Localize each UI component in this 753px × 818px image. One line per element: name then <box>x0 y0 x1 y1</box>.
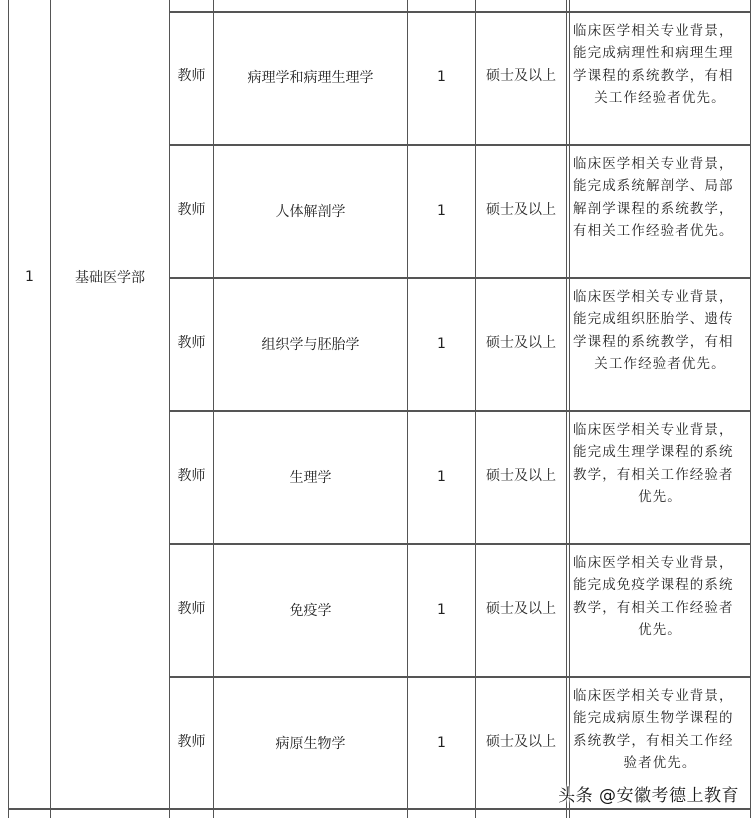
count-cell: 1 <box>437 602 446 618</box>
requirement-line: 能完成组织胚胎学、遗传 <box>573 311 734 328</box>
subject-cell: 病原生物学 <box>275 736 346 752</box>
subject-cell: 人体解剖学 <box>275 204 346 220</box>
grid-line <box>8 808 751 810</box>
count-cell: 1 <box>437 469 446 485</box>
requirement-cell <box>573 153 747 243</box>
requirement-line: 有相关工作经验者优先。 <box>573 223 734 240</box>
education-cell: 硕士及以上 <box>486 601 556 617</box>
grid-line <box>169 277 751 279</box>
subject-cell: 生理学 <box>289 470 332 486</box>
count-cell: 1 <box>437 203 446 219</box>
subject-cell: 病理学和病理生理学 <box>247 70 374 86</box>
grid-line <box>407 0 408 818</box>
count-cell: 1 <box>437 735 446 751</box>
grid-line <box>169 410 751 412</box>
education-cell: 硕士及以上 <box>486 335 556 351</box>
education-cell: 硕士及以上 <box>486 202 556 218</box>
requirement-line: 能完成生理学课程的系统 <box>573 444 734 461</box>
requirement-line: 临床医学相关专业背景， <box>573 688 734 704</box>
position-cell: 教师 <box>177 202 206 218</box>
department-name: 基础医学部 <box>75 270 145 286</box>
grid-line <box>169 676 751 678</box>
position-cell: 教师 <box>177 68 206 84</box>
requirement-line: 能完成免疫学课程的系统 <box>573 577 734 594</box>
requirement-line: 能完成病原生物学课程的 <box>573 710 734 727</box>
requirement-line: 学课程的系统教学，有相 <box>573 333 734 350</box>
grid-line <box>566 0 567 818</box>
requirement-line: 解剖学课程的系统教学， <box>573 200 734 217</box>
requirement-line: 关工作经验者优先。 <box>594 90 726 107</box>
requirement-line: 能完成病理性和病理生理 <box>573 45 734 62</box>
requirement-line: 临床医学相关专业背景， <box>573 156 734 172</box>
grid-line <box>169 0 170 818</box>
requirement-cell <box>573 419 747 509</box>
requirement-line: 优先。 <box>638 622 682 639</box>
grid-line <box>569 0 570 818</box>
grid-line <box>169 543 751 545</box>
education-cell: 硕士及以上 <box>486 68 556 84</box>
requirement-line: 学课程的系统教学，有相 <box>573 67 734 84</box>
grid-line <box>50 0 51 818</box>
grid-line <box>750 0 751 818</box>
requirement-line: 系统教学，有相关工作经 <box>573 732 734 749</box>
requirement-cell <box>573 20 747 110</box>
requirement-line: 验者优先。 <box>623 755 697 772</box>
requirement-line: 临床医学相关专业背景， <box>573 555 734 571</box>
position-cell: 教师 <box>177 468 206 484</box>
requirement-cell <box>573 552 747 642</box>
requirement-line: 优先。 <box>638 489 682 506</box>
grid-line <box>169 11 751 13</box>
count-cell: 1 <box>437 336 446 352</box>
department-index: 1 <box>25 269 34 285</box>
grid-line <box>8 0 9 818</box>
position-cell: 教师 <box>177 335 206 351</box>
grid-line <box>475 0 476 818</box>
requirement-line: 能完成系统解剖学、局部 <box>573 178 734 195</box>
requirement-cell <box>573 286 747 376</box>
position-cell: 教师 <box>177 734 206 750</box>
position-cell: 教师 <box>177 601 206 617</box>
requirement-line: 教学，有相关工作经验者 <box>573 466 734 483</box>
requirement-cell <box>573 685 747 775</box>
subject-cell: 免疫学 <box>289 603 332 619</box>
requirement-line: 教学，有相关工作经验者 <box>573 599 734 616</box>
requirement-line: 临床医学相关专业背景， <box>573 422 734 438</box>
requirement-line: 临床医学相关专业背景， <box>573 289 734 305</box>
subject-cell: 组织学与胚胎学 <box>261 337 360 353</box>
requirement-line: 关工作经验者优先。 <box>594 356 726 373</box>
education-cell: 硕士及以上 <box>486 468 556 484</box>
watermark-text: 头条 @安徽考德上教育 <box>558 786 739 806</box>
education-cell: 硕士及以上 <box>486 734 556 750</box>
grid-line <box>213 0 214 818</box>
count-cell: 1 <box>437 69 446 85</box>
grid-line <box>169 144 751 146</box>
requirement-line: 临床医学相关专业背景， <box>573 23 734 39</box>
